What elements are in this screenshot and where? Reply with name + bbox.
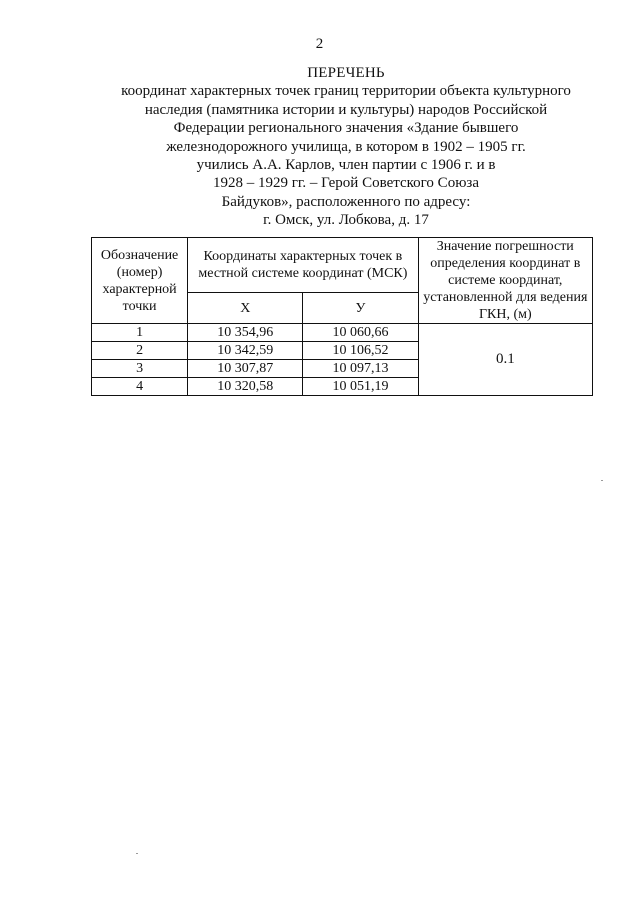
title-line: учились А.А. Карлов, член партии с 1906 г. и в (196, 157, 496, 174)
title-line: г. Омск, ул. Лобкова, д. 17 (263, 212, 429, 229)
header-x: X (188, 293, 303, 324)
title-line: наследия (памятника истории и культуры) народов Российской (144, 101, 548, 118)
document-title (96, 64, 596, 230)
x-coordinate: 10 320,58 (188, 378, 303, 396)
table-row (92, 324, 593, 342)
accuracy-value: 0.1 (418, 324, 592, 396)
y-coordinate: 10 051,19 (303, 378, 418, 396)
point-number: 4 (92, 378, 188, 396)
title-line: Федерации регионального значения «Здание бывшего (173, 120, 519, 137)
y-coordinate: 10 097,13 (303, 360, 418, 378)
header-coordinates: Координаты характерных точек в местной системе координат (МСК) (188, 238, 418, 293)
title-line: координат характерных точек границ территории объекта культурного (121, 83, 571, 100)
x-coordinate: 10 354,96 (188, 324, 303, 342)
y-coordinate: 10 106,52 (303, 342, 418, 360)
page-number: 2 (315, 36, 324, 52)
scan-speck (136, 853, 138, 854)
title-line: 1928 – 1929 гг. – Герой Советского Союза (213, 175, 479, 192)
point-number: 1 (92, 324, 188, 342)
table-header-row (92, 238, 593, 293)
title-line: Байдуков», расположенного по адресу: (221, 193, 471, 210)
coordinates-table (91, 237, 593, 396)
scan-speck (601, 480, 603, 481)
header-y: У (303, 293, 418, 324)
header-point-designation: Обозначение (номер) характерной точки (92, 238, 188, 324)
title-heading: ПЕРЕЧЕНЬ (307, 65, 385, 81)
point-number: 2 (92, 342, 188, 360)
x-coordinate: 10 342,59 (188, 342, 303, 360)
header-accuracy: Значение погрешности определения координат в системе координат, установленной для ведения ГКН, (м) (418, 238, 592, 324)
title-line: железнодорожного училища, в котором в 1902 – 1905 гг. (166, 138, 526, 155)
y-coordinate: 10 060,66 (303, 324, 418, 342)
x-coordinate: 10 307,87 (188, 360, 303, 378)
point-number: 3 (92, 360, 188, 378)
